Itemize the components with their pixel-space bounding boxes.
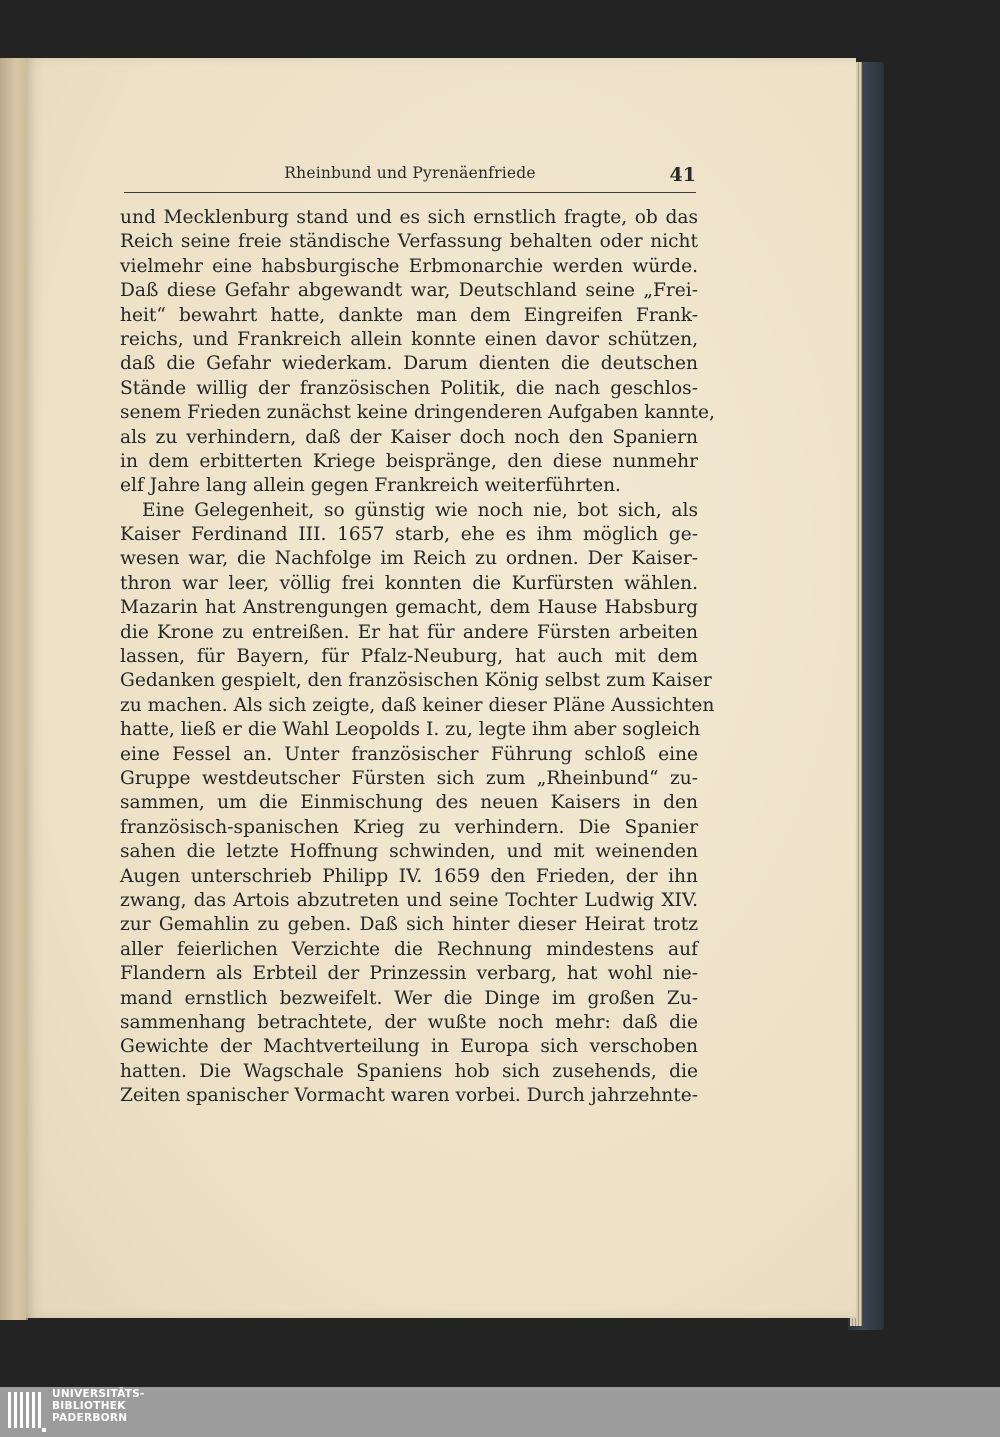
text-line: lassen, für Bayern, für Pfalz-Neuburg, hat auch mit dem — [120, 646, 698, 668]
text-line: reichs, und Frankreich allein konnte einen davor schützen, — [120, 328, 698, 350]
text-line: hatten. Die Wagschale Spaniens hob sich zusehends, die — [120, 1060, 698, 1082]
text-line: sammen, um die Einmischung des neuen Kaisers in den — [120, 792, 698, 814]
text-line: Reich seine freie ständische Verfassung behalten oder nicht — [120, 231, 698, 253]
text-line: zu machen. Als sich zeigte, daß keiner dieser Pläne Aussichten — [120, 694, 715, 716]
library-name-line: UNIVERSITÄTS- — [52, 1388, 145, 1400]
text-line: Stände willig der französischen Politik, die nach geschlos- — [120, 377, 698, 399]
library-footer-bar — [0, 1387, 1000, 1437]
text-line: Eine Gelegenheit, so günstig wie noch nie, bot sich, als — [142, 499, 698, 521]
text-line: in dem erbitterten Kriege beispränge, den diese nunmehr — [120, 450, 698, 472]
text-line: französisch-spanischen Krieg zu verhindern. Die Spanier — [120, 816, 698, 838]
text-line: mand ernstlich bezweifelt. Wer die Dinge im großen Zu- — [120, 987, 698, 1009]
text-line: thron war leer, völlig frei konnten die Kurfürsten wählen. — [120, 572, 698, 594]
university-library-logo-icon — [6, 1390, 46, 1434]
text-line: Augen unterschrieb Philipp IV. 1659 den Frieden, der ihn — [120, 865, 698, 887]
library-name-line: BIBLIOTHEK — [52, 1400, 126, 1412]
text-line: Kaiser Ferdinand III. 1657 starb, ehe es ihm möglich ge- — [120, 524, 698, 546]
running-title: Rheinbund und Pyrenäenfriede — [284, 164, 536, 182]
text-line: wesen war, die Nachfolge im Reich zu ordnen. Der Kaiser- — [120, 548, 698, 570]
text-line: die Krone zu entreißen. Er hat für andere Fürsten arbeiten — [120, 621, 698, 643]
text-line: eine Fessel an. Unter französischer Führung schloß eine — [120, 743, 698, 765]
text-line: senem Frieden zunächst keine dringenderen Aufgaben kannte, — [120, 402, 715, 424]
text-line: daß die Gefahr wiederkam. Darum dienten die deutschen — [120, 353, 698, 375]
facing-page-edge — [0, 58, 28, 1320]
text-line: Zeiten spanischer Vormacht waren vorbei. Durch jahrzehnte- — [120, 1085, 699, 1107]
text-line: sahen die letzte Hoffnung schwinden, und mit weinenden — [120, 841, 698, 863]
text-line: Gruppe westdeutscher Fürsten sich zum „Rheinbund“ zu- — [120, 767, 698, 789]
running-head — [124, 162, 696, 193]
text-line: Mazarin hat Anstrengungen gemacht, dem Hause Habsburg — [120, 597, 698, 619]
text-line: zur Gemahlin zu geben. Daß sich hinter dieser Heirat trotz — [120, 914, 698, 936]
text-line: Gedanken gespielt, den französischen König selbst zum Kaiser — [120, 670, 712, 692]
text-line: Flandern als Erbteil der Prinzessin verbarg, hat wohl nie- — [120, 963, 698, 985]
text-line: sammenhang betrachtete, der wußte noch mehr: daß die — [120, 1011, 698, 1033]
body-text — [120, 206, 715, 1108]
page-number: 41 — [669, 164, 696, 186]
text-line: aller feierlichen Verzichte die Rechnung mindestens auf — [120, 938, 698, 960]
text-line: heit“ bewahrt hatte, dankte man dem Eingreifen Frank- — [120, 304, 698, 326]
text-line: hatte, ließ er die Wahl Leopolds I. zu, legte ihm aber sogleich — [120, 719, 701, 741]
library-name-line: PADERBORN — [52, 1412, 128, 1424]
text-line: Gewichte der Machtverteilung in Europa sich verschoben — [120, 1036, 698, 1058]
library-name — [52, 1388, 145, 1424]
text-line: als zu verhindern, daß der Kaiser doch noch den Spaniern — [120, 426, 698, 448]
text-line: Daß diese Gefahr abgewandt war, Deutschland seine „Frei- — [120, 280, 698, 302]
text-line: vielmehr eine habsburgische Erbmonarchie werden würde. — [120, 255, 698, 277]
text-line: elf Jahre lang allein gegen Frankreich weiterführten. — [120, 475, 621, 497]
text-line: und Mecklenburg stand und es sich ernstlich fragte, ob das — [120, 207, 698, 228]
text-line: zwang, das Artois abzutreten und seine Tochter Ludwig XIV. — [120, 889, 698, 911]
